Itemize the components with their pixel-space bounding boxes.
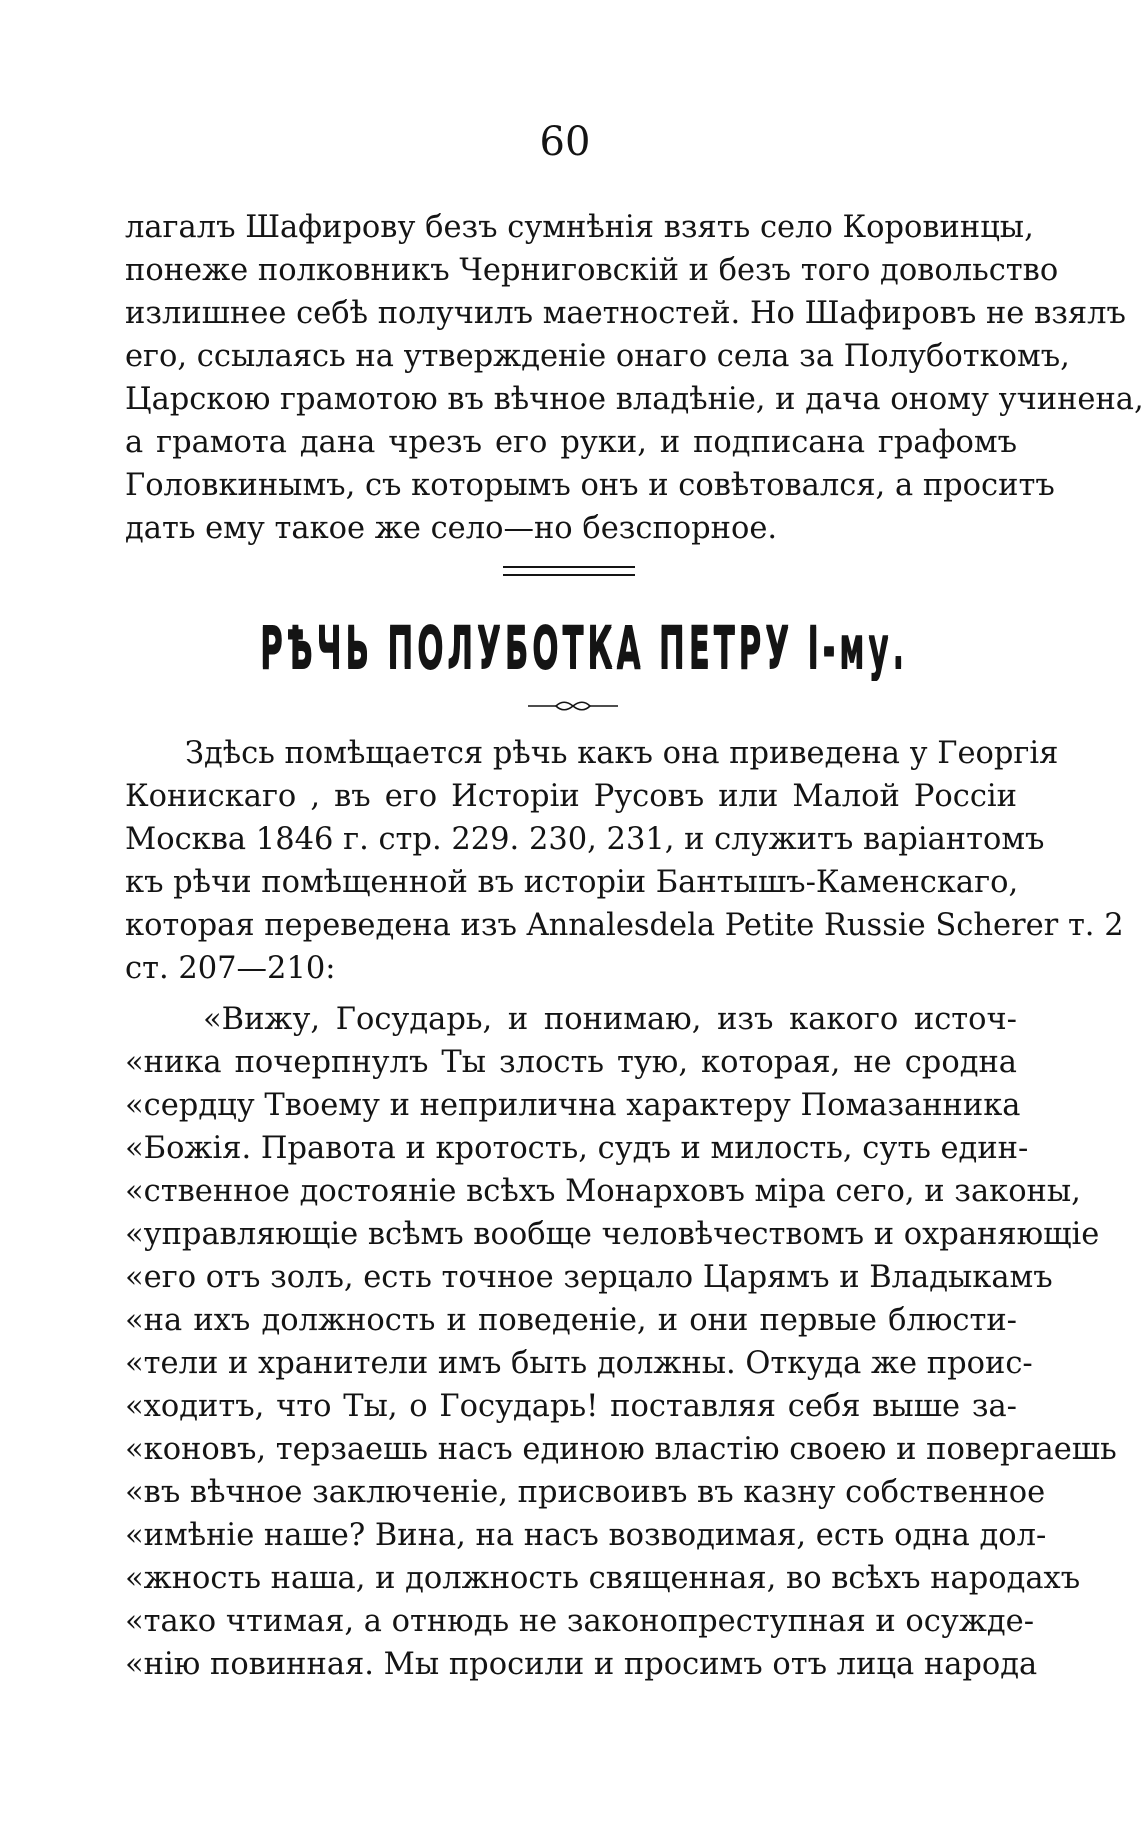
text-line: «ходитъ, что Ты, о Государь! поставляя себя выше за- bbox=[125, 1389, 1017, 1424]
text-line: его, ссылаясь на утвержденіе онаго села за Полуботкомъ, bbox=[125, 339, 1070, 374]
ornament-divider bbox=[528, 700, 618, 712]
text-line: «управляющіе всѣмъ вообще человѣчествомъ и охраняющіе bbox=[125, 1217, 1100, 1252]
double-rule-divider bbox=[503, 566, 635, 576]
text-line: «въ вѣчное заключеніе, присвоивъ въ казну собственное bbox=[125, 1475, 1046, 1510]
text-line: «коновъ, терзаешь насъ единою властію своею и повергаешь bbox=[125, 1432, 1117, 1467]
text-line: «жность наша, и должность священная, во всѣхъ народахъ bbox=[125, 1561, 1081, 1596]
text-line: «ника почерпнулъ Ты злость тую, которая, не сродна bbox=[125, 1045, 1017, 1080]
text-line: излишнее себѣ получилъ маетностей. Но Шафировъ не взялъ bbox=[125, 296, 1126, 331]
text-line: Царскою грамотою въ вѣчное владѣніе, и дача оному учинена, bbox=[125, 382, 1144, 417]
text-line: «Божія. Правота и кротость, судъ и милость, суть един- bbox=[125, 1131, 1029, 1166]
text-line: дать ему такое же село—но безспорное. bbox=[125, 511, 778, 546]
text-line: Москва 1846 г. стр. 229. 230, 231, и служитъ варіантомъ bbox=[125, 822, 1045, 857]
section-heading: РѢЧЬ ПОЛУБОТКА ПЕТРУ I-му. bbox=[260, 613, 908, 681]
page-number: 60 bbox=[539, 119, 591, 165]
text-line: Здѣсь помѣщается рѣчь какъ она приведена у Георгія bbox=[185, 736, 1059, 771]
text-line: Конискаго , въ его Исторіи Русовъ или Малой Россіи bbox=[125, 779, 1017, 814]
text-line: ст. 207—210: bbox=[125, 951, 336, 986]
text-line: «тели и хранители имъ быть должны. Откуда же проис- bbox=[125, 1346, 1033, 1381]
text-line: «нію повинная. Мы просили и просимъ отъ лица народа bbox=[125, 1647, 1038, 1682]
text-line: понеже полковникъ Черниговскій и безъ того довольство bbox=[125, 253, 1059, 288]
text-line: «сердцу Твоему и неприлична характеру Помазанника bbox=[125, 1088, 1021, 1123]
text-line: Головкинымъ, съ которымъ онъ и совѣтовался, а проситъ bbox=[125, 468, 1055, 503]
text-line: «на ихъ должность и поведеніе, и они первые блюсти- bbox=[125, 1303, 1017, 1338]
text-line: «имѣніе наше? Вина, на насъ возводимая, есть одна дол- bbox=[125, 1518, 1047, 1553]
text-line: «Вижу, Государь, и понимаю, изъ какого источ- bbox=[203, 1002, 1017, 1037]
text-line: къ рѣчи помѣщенной въ исторіи Бантышъ-Каменскаго, bbox=[125, 865, 1019, 900]
text-line: которая переведена изъ Annalesdela Petite Russie Scherer т. 2 bbox=[125, 908, 1124, 943]
text-line: лагалъ Шафирову безъ сумнѣнія взять село Коровинцы, bbox=[125, 210, 1034, 245]
text-line: а грамота дана чрезъ его руки, и подписана графомъ bbox=[125, 425, 1017, 460]
text-line: «его отъ золъ, есть точное зерцало Царямъ и Владыкамъ bbox=[125, 1260, 1053, 1295]
text-line: «ственное достояніе всѣхъ Монарховъ міра сего, и законы, bbox=[125, 1174, 1081, 1209]
text-line: «тако чтимая, а отнюдь не законопреступная и осужде- bbox=[125, 1604, 1035, 1639]
